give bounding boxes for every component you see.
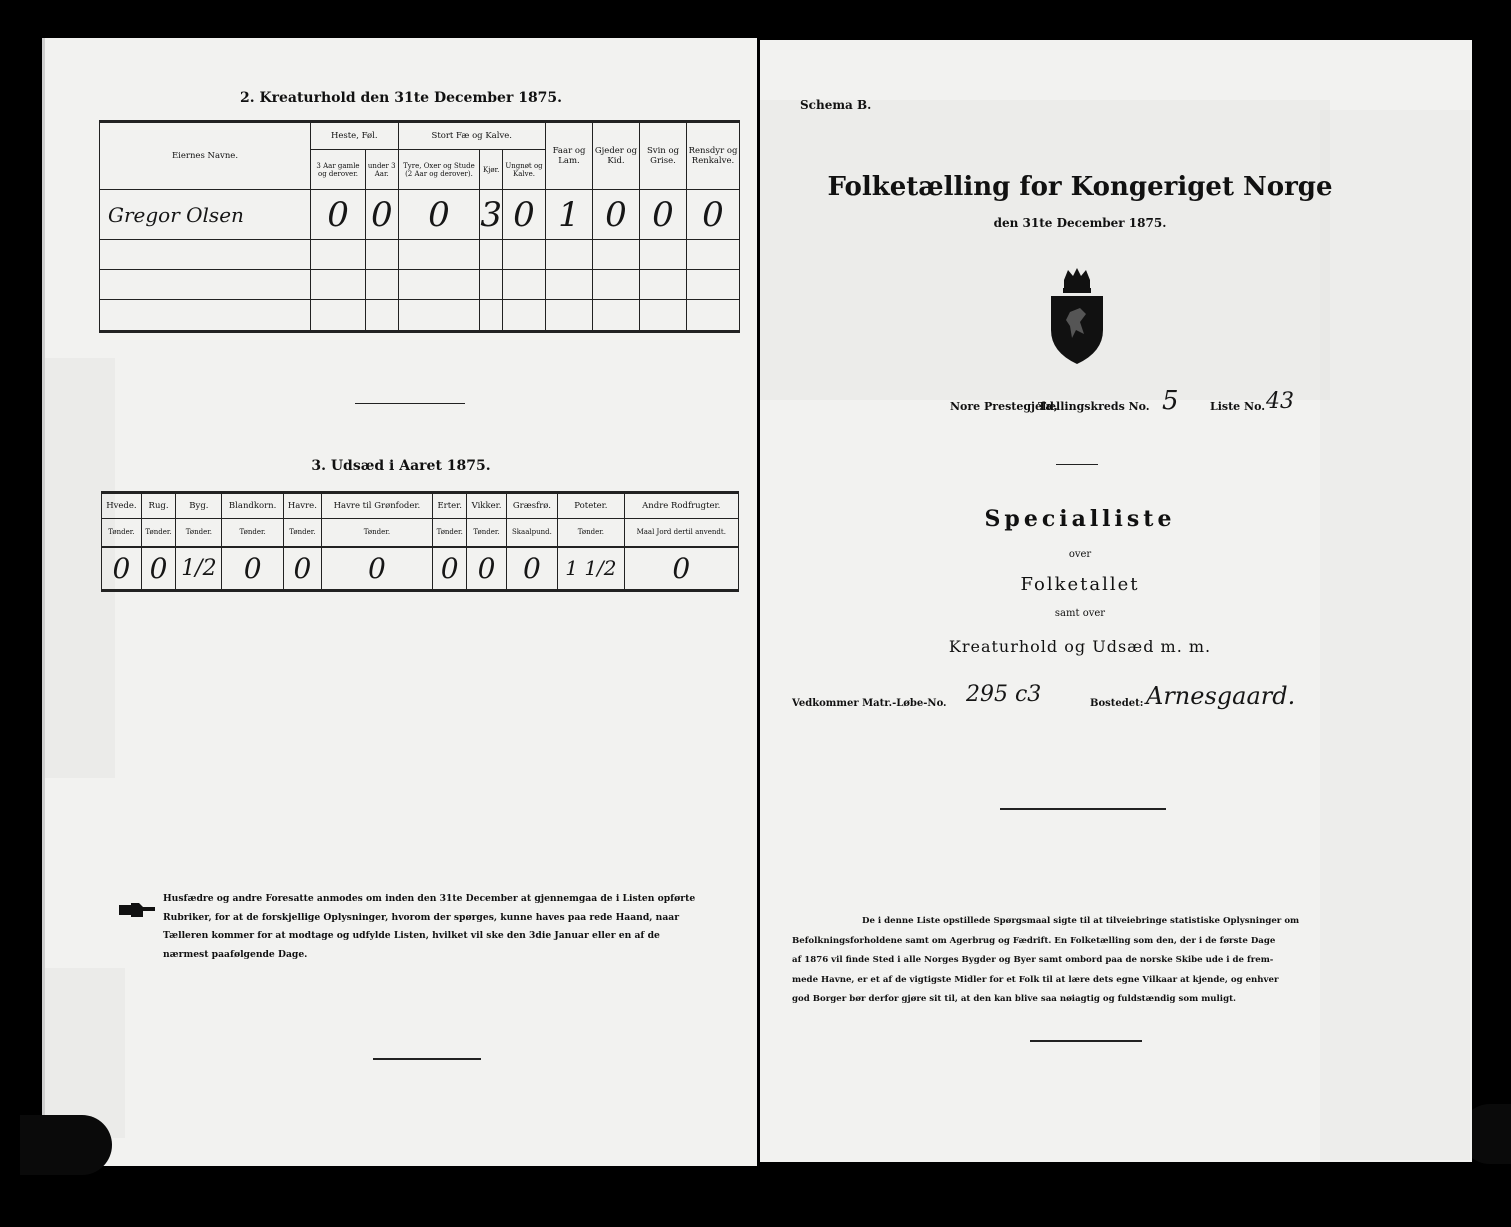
place-value: Arnesgaard. [1146,682,1296,710]
place-label: Bostedet: [1090,698,1144,709]
livestock-value: 3 [480,190,503,240]
binding-tab [20,1115,112,1175]
matr-value: 295 c3 [966,682,1042,707]
paragraph-line: af 1876 vil finde Sted i alle Norges Bygder og Byer samt ombord paa de norske Skibe ude i de frem- [792,955,1274,965]
sowing-header: Blandkorn. [222,493,283,519]
sowing-unit: Tønder. [176,519,222,547]
sowing-unit: Tønder. [283,519,321,547]
livestock-value: 0 [366,190,399,240]
main-title: Folketælling for Kongeriget Norge [827,172,1333,202]
livestock-value: 0 [503,190,546,240]
schema-label: Schema B. [800,98,872,112]
matr-label: Vedkommer Matr.-Løbe-No. [792,698,947,709]
bleed-through [760,100,1330,400]
owner-header: Eiernes Navne. [100,122,311,190]
date-line: den 31te December 1875. [993,216,1167,230]
section2-title: 2. Kreaturhold den 31te December 1875. [239,90,563,106]
pointing-hand-icon [117,901,157,921]
district-value: 5 [1162,386,1179,416]
samt-over-text: samt over [1054,608,1106,619]
divider [355,403,465,404]
goats-header: Gjeder og Kid. [593,122,640,190]
info-paragraph [792,912,1352,1010]
sowing-value: 0 [432,547,467,591]
section3-title: 3. Udsæd i Aaret 1875. [311,458,491,474]
sowing-header: Erter. [432,493,467,519]
left-page [42,38,757,1166]
divider [1056,464,1098,465]
bulls-header: Tyre, Oxer og Stude (2 Aar og derover). [398,150,480,190]
sowing-header: Andre Rodfrugter. [624,493,739,519]
paragraph-line: god Borger bør derfor gjøre sit til, at den kan blive saa nøiagtig og fuldstændig som muligt. [792,994,1237,1004]
horses-header: Heste, Føl. [311,122,399,150]
sowing-header: Poteter. [558,493,624,519]
parish-label: Nore Prestegjeld, [950,400,1058,413]
owner-name: Gregor Olsen [100,190,311,240]
sowing-header: Havre. [283,493,321,519]
district-label: Tællingskreds No. [1038,400,1150,413]
livestock-value: 0 [640,190,687,240]
right-page [760,40,1472,1162]
pigs-header: Svin og Grise. [640,122,687,190]
calves-header: Ungnøt og Kalve. [503,150,546,190]
paragraph-line: Befolkningsforholdene samt om Agerbrug og Fædrift. En Folketælling som den, der i de første Dage [792,935,1276,946]
folketallet-heading: Folketallet [1020,574,1140,595]
sowing-value: 1/2 [176,547,222,591]
horses-under3-header: under 3 Aar. [366,150,399,190]
divider [1030,1040,1142,1042]
livestock-value: 0 [593,190,640,240]
sowing-header: Byg. [176,493,222,519]
sowing-header: Rug. [141,493,176,519]
sowing-header: Græsfrø. [506,493,558,519]
livestock-value: 0 [398,190,480,240]
notice-line: nærmest paafølgende Dage. [163,948,308,960]
sowing-value: 1 1/2 [558,547,624,591]
cows-header: Kjør. [480,150,503,190]
sowing-value: 0 [102,547,142,591]
list-label: Liste No. [1210,400,1266,413]
sowing-table [101,491,739,592]
sowing-unit: Tønder. [141,519,176,547]
kreaturhold-heading: Kreaturhold og Udsæd m. m. [948,637,1212,656]
sowing-unit: Tønder. [222,519,283,547]
livestock-table [99,120,740,333]
sowing-value: 0 [321,547,432,591]
reindeer-header: Rensdyr og Renkalve. [687,122,740,190]
sowing-value: 0 [141,547,176,591]
paragraph-line: De i denne Liste opstillede Spørgsmaal sigte til at tilveiebringe statistiske Oplysninger om [862,916,1300,926]
divider [1000,808,1166,810]
sowing-unit: Tønder. [558,519,624,547]
sowing-header: Vikker. [467,493,506,519]
bleed-through [45,968,125,1138]
paragraph-line: mede Havne, er et af de vigtigste Midler for et Folk til at lære dets egne Vilkaar at kjende, og enhver [792,974,1279,985]
list-value: 43 [1266,389,1294,414]
sheep-header: Faar og Lam. [546,122,593,190]
sowing-unit: Tønder. [321,519,432,547]
sowing-value: 0 [506,547,558,591]
sowing-header: Hvede. [102,493,142,519]
notice-line: Husfædre og andre Foresatte anmodes om inden den 31te December at gjennemgaa de i Listen opførte [163,893,696,904]
sowing-header: Havre til Grønfoder. [321,493,432,519]
livestock-value: 0 [687,190,740,240]
notice-line: Tælleren kommer for at modtage og udfylde Listen, hvilket vil ske den 3die Januar eller en af de [163,930,660,941]
divider [373,1058,481,1060]
horses-3yr-header: 3 Aar gamle og derover. [311,150,366,190]
sowing-unit: Skaalpund. [506,519,558,547]
specialliste-heading: Specialliste [984,506,1176,532]
livestock-value: 0 [311,190,366,240]
sowing-unit: Tønder. [467,519,506,547]
sowing-value: 0 [467,547,506,591]
over-text: over [1068,549,1092,560]
notice-line: Rubriker, for at de forskjellige Oplysninger, hvorom der spørges, kunne haves paa rede Haand, naar [163,911,680,923]
sowing-value: 0 [222,547,283,591]
livestock-value: 1 [546,190,593,240]
notice-text [163,890,733,964]
cattle-header: Stort Fæ og Kalve. [398,122,545,150]
sowing-unit: Tønder. [102,519,142,547]
sowing-value: 0 [283,547,321,591]
norway-coat-of-arms-icon [1046,268,1108,368]
sowing-unit: Tønder. [432,519,467,547]
sowing-unit: Maal Jord dertil anvendt. [624,519,739,547]
sowing-value: 0 [624,547,739,591]
